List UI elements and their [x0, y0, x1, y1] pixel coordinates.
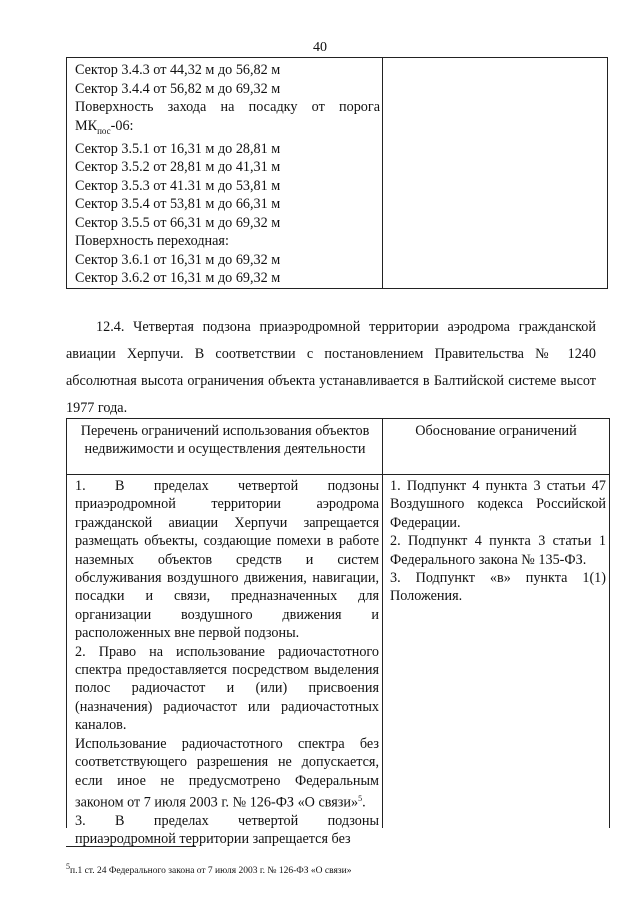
restriction-item: Использование радиочастотного спектра без соответствующего разрешения не допускается, если иное не предусмотрено Федеральным законом от 7 июля 2003 г. № 126-ФЗ «О связи»$^5$.	[75, 735, 379, 811]
surface-heading: Поверхность переходная:	[75, 233, 229, 250]
header-restrictions: Перечень ограничений использования объектов недвижимости и осуществления деятельности	[80, 423, 370, 457]
sector-line: Сектор 3.5.1 от 16,31 м до 28,81 м	[75, 140, 281, 157]
footnote-divider	[66, 846, 196, 847]
section-paragraph: 12.4. Четвертая подзона приаэродромной территории аэродрома гражданской авиации Херпучи. В соответствии с постановлением Правительства № 1240 абсолютная высота ограничения объекта устанавливается в Балтийской системе высот 1977 года.	[66, 319, 596, 416]
sector-list	[75, 61, 380, 288]
header-justification: Обоснование ограничений	[415, 423, 577, 439]
page-number: 40	[313, 40, 327, 55]
table-column-divider	[382, 58, 383, 288]
sector-line: Сектор 3.6.1 от 16,31 м до 69,32 м	[75, 251, 281, 268]
surface-heading: Поверхность захода на посадку от порога	[75, 99, 380, 115]
sector-line: Сектор 3.5.4 от 53,81 м до 66,31 м	[75, 196, 281, 213]
sector-line: Сектор 3.5.3 от 41.31 м до 53,81 м	[75, 177, 281, 194]
sector-line: Сектор 3.5.5 от 66,31 м до 69,32 м	[75, 214, 281, 231]
restrictions-table	[66, 418, 610, 848]
sector-line: Сектор 3.5.2 от 28,81 м до 41,31 м	[75, 159, 281, 176]
footnote: $^5$п.1 ст. 24 Федерального закона от 7 июля 2003 г. № 126-ФЗ «О связи»	[66, 862, 352, 877]
table-column-divider	[382, 419, 383, 828]
justification-cell	[390, 477, 606, 606]
surface-heading-cont: $МК_{пос}-06$:	[75, 117, 134, 136]
sector-line: Сектор 3.4.4 от 56,82 м до 69,32 м	[75, 80, 281, 97]
table-header-divider	[67, 474, 609, 475]
restriction-item: 2. Право на использование радиочастотного спектра предоставляется посредством выделения полос радиочастот и (или) присвоения (назначения) радиочастот или радиочастотных каналов.	[75, 643, 379, 734]
sector-line: Сектор 3.4.3 от 44,32 м до 56,82 м	[75, 62, 281, 78]
justification-item: 1. Подпункт 4 пункта 3 статьи 47 Воздушного кодекса Российской Федерации.	[390, 478, 606, 531]
justification-item: 2. Подпункт 4 пункта 3 статьи 1 Федерального закона № 135-ФЗ.	[390, 533, 606, 568]
restriction-item: 1. В пределах четвертой подзоны приаэродромной территории аэродрома гражданской авиации Херпучи запрещается размещать объекты, создающие помехи в работе наземных объектов средств и систем обслуживания воздушного движения, навигации, посадки и связи, предназначенных для организации воздушного движения и расположенных вне первой подзоны.	[75, 478, 379, 642]
sector-line: Сектор 3.6.2 от 16,31 м до 69,32 м	[75, 270, 281, 287]
restrictions-cell	[75, 477, 379, 849]
justification-item: 3. Подпункт «в» пункта 1(1) Положения.	[390, 570, 606, 605]
restriction-item: 3. В пределах четвертой подзоны приаэродромной территории запрещается без	[75, 813, 379, 848]
sector-table	[66, 57, 608, 289]
footnote-ref: 5	[358, 793, 363, 803]
footnote-marker: 5	[66, 862, 70, 871]
